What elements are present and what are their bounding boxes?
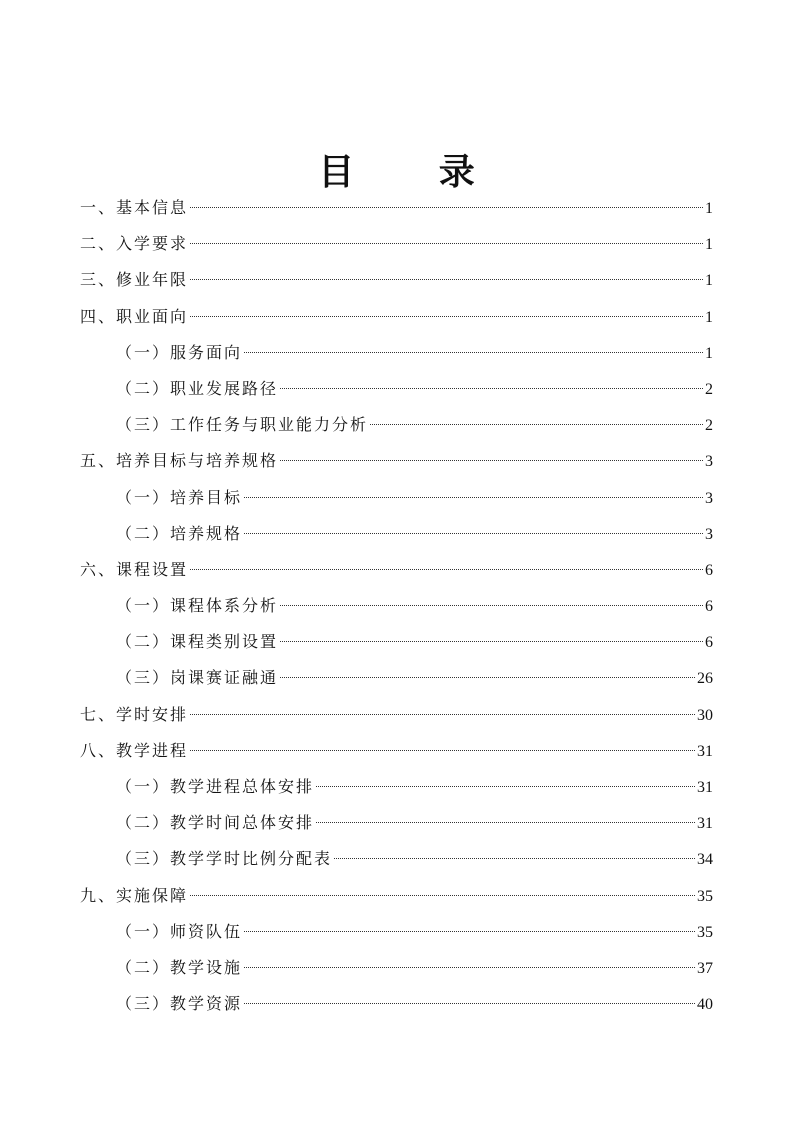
toc-entry-label: 二、入学要求 [80,234,189,254]
toc-dot-leader [244,352,703,353]
toc-entry-page-number: 37 [697,959,713,977]
toc-entry[interactable] [80,914,713,950]
toc-entry-page-number: 35 [697,923,713,941]
toc-entry-label: （一）服务面向 [116,342,243,362]
toc-entry[interactable] [80,624,713,660]
toc-entry[interactable] [80,878,713,914]
toc-entry[interactable] [80,697,713,733]
toc-dot-leader [190,279,703,280]
toc-dot-leader [244,533,703,534]
toc-entry-label: （三）岗课赛证融通 [116,668,279,688]
toc-entry-page-number: 40 [697,996,713,1014]
toc-entry-label: （三）工作任务与职业能力分析 [116,415,369,435]
toc-dot-leader [316,786,695,787]
toc-entry-label: （二）培养规格 [116,523,243,543]
toc-entry-label: 八、教学进程 [80,740,189,760]
toc-entry-label: （二）教学设施 [116,957,243,977]
toc-dot-leader [280,641,703,642]
toc-entry-label: 七、学时安排 [80,704,189,724]
toc-dot-leader [280,605,703,606]
toc-entry[interactable] [80,986,713,1022]
toc-dot-leader [190,895,695,896]
toc-entry[interactable] [80,443,713,479]
toc-dot-leader [190,750,695,751]
toc-entry-label: （一）教学进程总体安排 [116,777,315,796]
table-of-contents [80,190,713,1022]
toc-entry-page-number: 6 [705,561,713,579]
page-title: 目 录 [318,151,511,193]
toc-entry-page-number: 30 [697,706,713,724]
toc-entry-label: 五、培养目标与培养规格 [80,451,279,471]
toc-entry-page-number: 26 [697,670,713,688]
toc-dot-leader [190,569,703,570]
toc-dot-leader [280,388,703,389]
toc-entry[interactable] [80,262,713,298]
toc-entry-label: 四、职业面向 [80,306,189,326]
toc-entry-label: 六、课程设置 [80,559,189,579]
toc-entry-page-number: 3 [705,525,713,543]
toc-entry[interactable] [80,769,713,805]
toc-entry-page-number: 2 [705,380,713,398]
toc-entry-label: （一）培养目标 [116,487,243,507]
toc-entry-label: 三、修业年限 [80,270,189,290]
toc-dot-leader [334,858,695,859]
toc-entry-page-number: 1 [705,200,713,217]
toc-dot-leader [280,460,703,461]
toc-entry[interactable] [80,660,713,696]
toc-entry[interactable] [80,805,713,841]
toc-entry[interactable] [80,841,713,877]
toc-entry-page-number: 31 [697,779,713,796]
toc-entry-page-number: 6 [705,598,713,616]
toc-entry[interactable] [80,299,713,335]
toc-dot-leader [244,967,695,968]
toc-entry-page-number: 1 [705,272,713,290]
toc-dot-leader [370,424,703,425]
toc-entry[interactable] [80,552,713,588]
toc-entry-label: （一）课程体系分析 [116,596,279,616]
toc-entry-label: （二）课程类别设置 [116,632,279,652]
toc-dot-leader [244,497,703,498]
toc-entry[interactable] [80,407,713,443]
toc-dot-leader [190,243,703,244]
toc-entry[interactable] [80,733,713,769]
toc-dot-leader [244,931,695,932]
toc-entry-label: （三）教学学时比例分配表 [116,849,333,869]
toc-entry-page-number: 35 [697,887,713,905]
toc-entry-page-number: 31 [697,742,713,760]
toc-entry-label: （一）师资队伍 [116,921,243,941]
toc-entry-label: 九、实施保障 [80,885,189,905]
toc-dot-leader [190,316,703,317]
toc-entry-page-number: 1 [705,308,713,326]
toc-entry-label: （二）职业发展路径 [116,378,279,398]
toc-entry-label: 一、基本信息 [80,198,189,217]
toc-entry[interactable] [80,335,713,371]
toc-entry[interactable] [80,226,713,262]
toc-entry-page-number: 3 [705,453,713,471]
toc-entry-page-number: 34 [697,851,713,869]
toc-dot-leader [190,207,703,208]
toc-entry-page-number: 1 [705,236,713,254]
toc-entry-page-number: 31 [697,815,713,833]
toc-entry[interactable] [80,190,713,226]
toc-dot-leader [316,822,695,823]
toc-entry-page-number: 1 [705,344,713,362]
toc-entry[interactable] [80,371,713,407]
toc-entry[interactable] [80,516,713,552]
toc-entry[interactable] [80,588,713,624]
toc-dot-leader [244,1003,695,1004]
toc-dot-leader [190,714,695,715]
toc-dot-leader [280,677,695,678]
toc-entry[interactable] [80,950,713,986]
toc-entry[interactable] [80,480,713,516]
toc-entry-page-number: 3 [705,489,713,507]
toc-entry-label: （三）教学资源 [116,994,243,1014]
toc-entry-page-number: 2 [705,417,713,435]
toc-entry-label: （二）教学时间总体安排 [116,813,315,833]
toc-entry-page-number: 6 [705,634,713,652]
